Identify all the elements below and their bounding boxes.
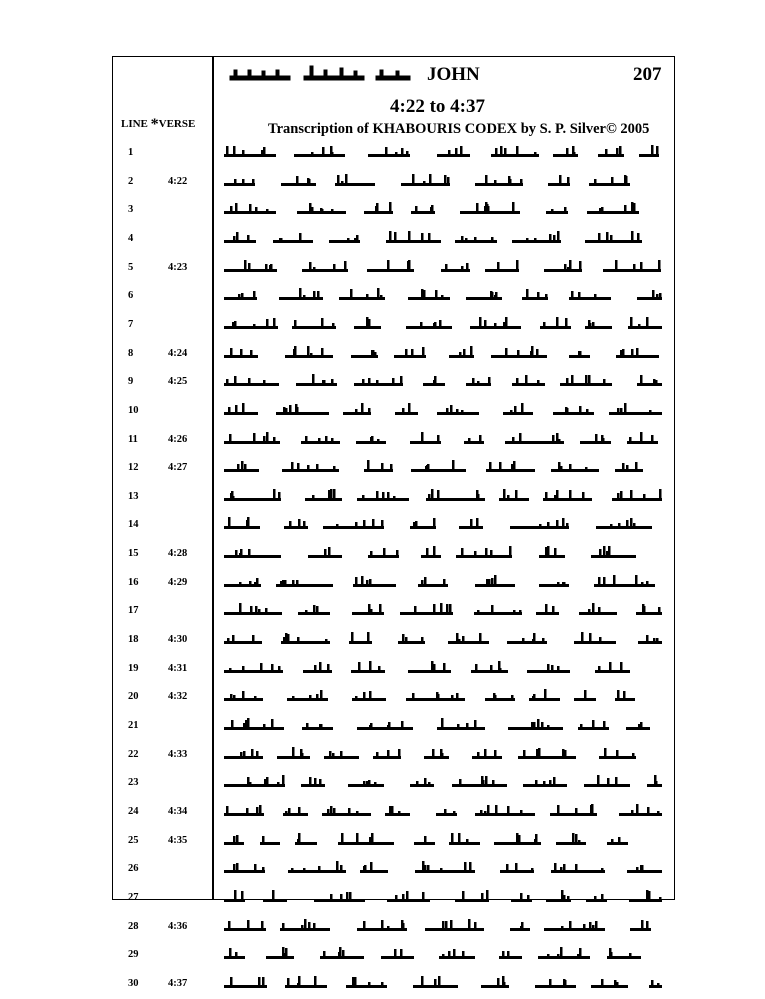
manuscript-line [112, 339, 675, 369]
syriac-script-image [222, 258, 664, 276]
verse-reference: 4:27 [168, 462, 188, 474]
line-number: 17 [128, 605, 139, 617]
verse-column-header: VERSE [158, 118, 196, 130]
syriac-text-line [222, 573, 664, 591]
line-number: 2 [128, 175, 134, 187]
line-number: 29 [128, 949, 139, 961]
verse-reference: 4:24 [168, 347, 188, 359]
syriac-text-line [222, 487, 664, 505]
syriac-text-line [222, 802, 664, 820]
manuscript-line [112, 740, 675, 770]
manuscript-line [112, 883, 675, 913]
syriac-text-line [222, 773, 664, 791]
line-number: 14 [128, 519, 139, 531]
syriac-script-image [222, 344, 664, 362]
syriac-script-image [222, 659, 664, 677]
syriac-script-image [222, 372, 664, 390]
verse-reference: 4:36 [168, 920, 188, 932]
syriac-script-image [222, 286, 664, 304]
manuscript-line [112, 940, 675, 970]
manuscript-line [112, 482, 675, 512]
verse-reference: 4:33 [168, 748, 188, 760]
syriac-text-line [222, 430, 664, 448]
line-number: 26 [128, 863, 139, 875]
line-number: 11 [128, 433, 138, 445]
line-number: 27 [128, 891, 139, 903]
syriac-text-line [222, 143, 664, 161]
manuscript-line [112, 912, 675, 942]
manuscript-line [112, 310, 675, 340]
syriac-script-image [222, 143, 664, 161]
line-number: 10 [128, 404, 139, 416]
asterisk-marker: * [150, 116, 159, 133]
manuscript-line [112, 396, 675, 426]
syriac-text-line [222, 974, 664, 992]
verse-reference: 4:34 [168, 805, 188, 817]
manuscript-line [112, 539, 675, 569]
syriac-text-line [222, 859, 664, 877]
line-number: 22 [128, 748, 139, 760]
manuscript-line [112, 854, 675, 884]
syriac-text-line [222, 258, 664, 276]
manuscript-line [112, 682, 675, 712]
line-number: 23 [128, 777, 139, 789]
syriac-script-image [222, 831, 664, 849]
syriac-text-line [222, 401, 664, 419]
line-number: 15 [128, 548, 139, 560]
syriac-script-image [222, 802, 664, 820]
syriac-script-image [222, 888, 664, 906]
verse-reference: 4:30 [168, 634, 188, 646]
syriac-script-image [222, 917, 664, 935]
syriac-text-line [222, 630, 664, 648]
syriac-script-image [222, 200, 664, 218]
verse-reference: 4:22 [168, 175, 188, 187]
verse-reference: 4:29 [168, 576, 188, 588]
syriac-text-line [222, 229, 664, 247]
manuscript-line [112, 367, 675, 397]
syriac-script-image [222, 601, 664, 619]
verse-reference: 4:25 [168, 376, 188, 388]
manuscript-line [112, 596, 675, 626]
column-headers [121, 114, 195, 132]
syriac-book-title [228, 64, 414, 88]
syriac-text-line [222, 601, 664, 619]
line-number: 1 [128, 147, 134, 158]
syriac-text-line [222, 888, 664, 906]
verse-reference: 4:31 [168, 662, 188, 674]
verse-reference: 4:23 [168, 261, 188, 273]
syriac-text-line [222, 458, 664, 476]
manuscript-line [112, 768, 675, 798]
syriac-script-image [222, 974, 664, 992]
verse-reference: 4:37 [168, 977, 188, 989]
page-number: 207 [633, 64, 662, 85]
syriac-text-line [222, 745, 664, 763]
line-column-header: LINE [121, 118, 148, 130]
line-number: 12 [128, 462, 139, 474]
book-title-english: JOHN [427, 64, 480, 85]
syriac-text-line [222, 200, 664, 218]
line-number: 8 [128, 347, 134, 359]
line-number: 28 [128, 920, 139, 932]
line-number: 18 [128, 634, 139, 646]
syriac-text-line [222, 831, 664, 849]
line-number: 4 [128, 232, 134, 244]
syriac-script-image [222, 573, 664, 591]
manuscript-line [112, 797, 675, 827]
verse-range: 4:22 to 4:37 [390, 96, 485, 117]
transcription-credit: Transcription of KHABOURIS CODEX by S. P. Silver© 2005 [268, 121, 650, 137]
line-number: 24 [128, 805, 139, 817]
line-number: 30 [128, 977, 139, 989]
syriac-script-image [222, 687, 664, 705]
line-number: 13 [128, 490, 139, 502]
verse-reference: 4:26 [168, 433, 188, 445]
syriac-script-image [222, 229, 664, 247]
manuscript-line [112, 625, 675, 655]
syriac-script-image [222, 487, 664, 505]
syriac-script-image [222, 630, 664, 648]
syriac-script-image [222, 945, 664, 963]
line-number: 20 [128, 691, 139, 703]
syriac-text-line [222, 315, 664, 333]
syriac-script-image [222, 745, 664, 763]
manuscript-line [112, 281, 675, 311]
line-number: 3 [128, 204, 134, 216]
syriac-script-image [222, 544, 664, 562]
manuscript-line [112, 568, 675, 598]
syriac-text-line [222, 544, 664, 562]
verse-reference: 4:28 [168, 548, 188, 560]
syriac-script-image [222, 859, 664, 877]
manuscript-line [112, 510, 675, 540]
syriac-script-image [222, 773, 664, 791]
manuscript-line [112, 253, 675, 283]
syriac-text-line [222, 917, 664, 935]
line-number: 6 [128, 290, 134, 302]
manuscript-line [112, 167, 675, 197]
verse-reference: 4:35 [168, 834, 188, 846]
line-number: 19 [128, 662, 139, 674]
syriac-text-line [222, 716, 664, 734]
syriac-script-image [222, 315, 664, 333]
syriac-text-line [222, 372, 664, 390]
syriac-script-image [222, 458, 664, 476]
syriac-title-script [228, 64, 414, 88]
syriac-text-line [222, 344, 664, 362]
manuscript-line [112, 654, 675, 684]
manuscript-line [112, 138, 675, 168]
syriac-script-image [222, 401, 664, 419]
manuscript-line [112, 711, 675, 741]
manuscript-line [112, 425, 675, 455]
syriac-text-line [222, 515, 664, 533]
line-number: 5 [128, 261, 134, 273]
syriac-text-line [222, 687, 664, 705]
syriac-script-image [222, 430, 664, 448]
line-number: 16 [128, 576, 139, 588]
manuscript-line [112, 224, 675, 254]
syriac-script-image [222, 172, 664, 190]
syriac-text-line [222, 945, 664, 963]
verse-reference: 4:32 [168, 691, 188, 703]
line-number: 21 [128, 720, 139, 731]
syriac-script-image [222, 716, 664, 734]
manuscript-line [112, 195, 675, 225]
syriac-script-image [222, 515, 664, 533]
line-number: 9 [128, 376, 134, 388]
manuscript-line [112, 969, 675, 999]
line-number: 25 [128, 834, 139, 846]
manuscript-line [112, 453, 675, 483]
line-number: 7 [128, 318, 134, 330]
manuscript-line [112, 826, 675, 856]
syriac-text-line [222, 172, 664, 190]
syriac-text-line [222, 659, 664, 677]
syriac-text-line [222, 286, 664, 304]
